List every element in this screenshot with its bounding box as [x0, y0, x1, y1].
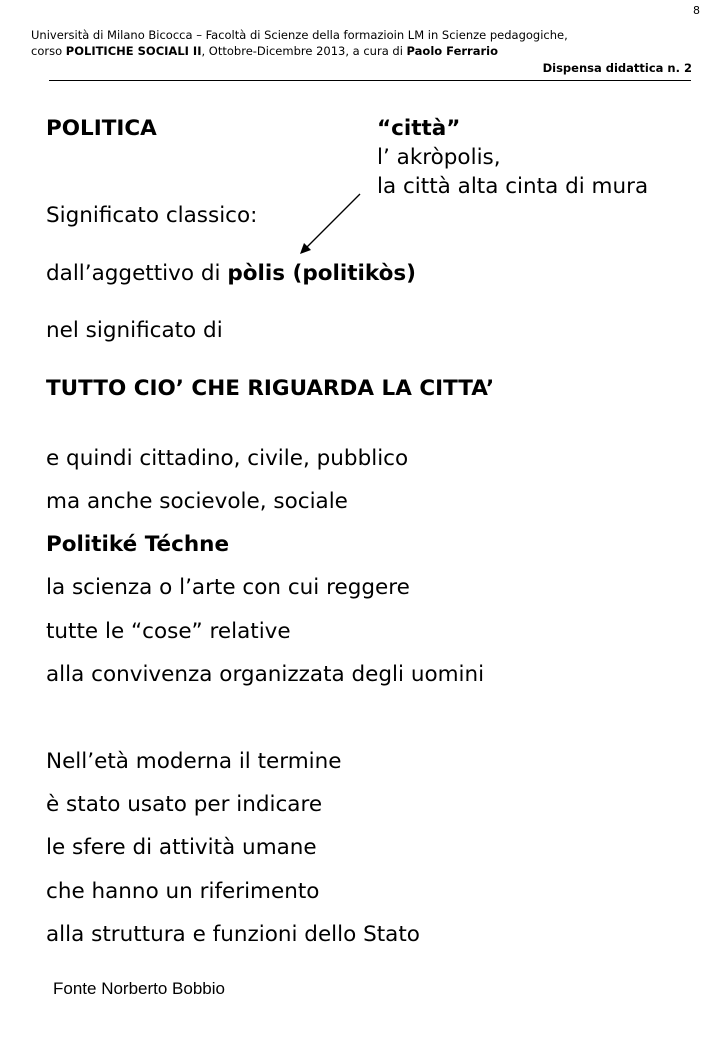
aggettivo-prefix: dall’aggettivo di — [46, 261, 228, 286]
header-institution: Università di Milano Bicocca – Facoltà di Scienze della formazioin LM in Scienze pedagogiche, — [31, 28, 568, 42]
header-divider — [49, 80, 691, 81]
header-author: Paolo Ferrario — [406, 44, 498, 58]
riferimento-line: che hanno un riferimento — [46, 879, 320, 904]
header-dispensa: Dispensa didattica n. 2 — [542, 61, 692, 75]
akropolis-term: l’ akròpolis, — [377, 145, 501, 170]
polis-term: pòlis (politikòs) — [227, 261, 416, 286]
header-course-name: POLITICHE SOCIALI II — [65, 44, 202, 58]
section-title: POLITICA — [46, 116, 157, 141]
page-number: 8 — [693, 4, 700, 17]
aggettivo-line — [46, 261, 416, 286]
struttura-line: alla struttura e funzioni dello Stato — [46, 922, 420, 947]
header-course-prefix: corso — [31, 44, 66, 58]
arrow-head — [300, 243, 311, 254]
citta-term: “città” — [377, 116, 461, 141]
usato-line: è stato usato per indicare — [46, 792, 323, 817]
politike-techne-heading: Politiké Téchne — [46, 532, 230, 557]
scienza-line: la scienza o l’arte con cui reggere — [46, 575, 410, 600]
convivenza-line: alla convivenza organizzata degli uomini — [46, 662, 485, 687]
significato-label: Significato classico: — [46, 203, 258, 228]
sfere-line: le sfere di attività umane — [46, 835, 317, 860]
citta-alta-definition: la città alta cinta di mura — [377, 174, 649, 199]
header-course-dates: , Ottobre-Dicembre 2013, a cura di — [201, 44, 407, 58]
nel-significato-line: nel significato di — [46, 318, 223, 343]
moderna-line: Nell’età moderna il termine — [46, 749, 342, 774]
anche-line: ma anche socievole, sociale — [46, 489, 348, 514]
tutto-cio-heading: TUTTO CIO’ CHE RIGUARDA LA CITTA’ — [46, 376, 495, 401]
tutte-line: tutte le “cose” relative — [46, 619, 291, 644]
arrow-shaft — [302, 194, 360, 252]
source-citation: Fonte Norberto Bobbio — [53, 979, 225, 998]
header-course-line — [31, 43, 691, 59]
quindi-line: e quindi cittadino, civile, pubblico — [46, 446, 409, 471]
document-header — [31, 27, 691, 59]
